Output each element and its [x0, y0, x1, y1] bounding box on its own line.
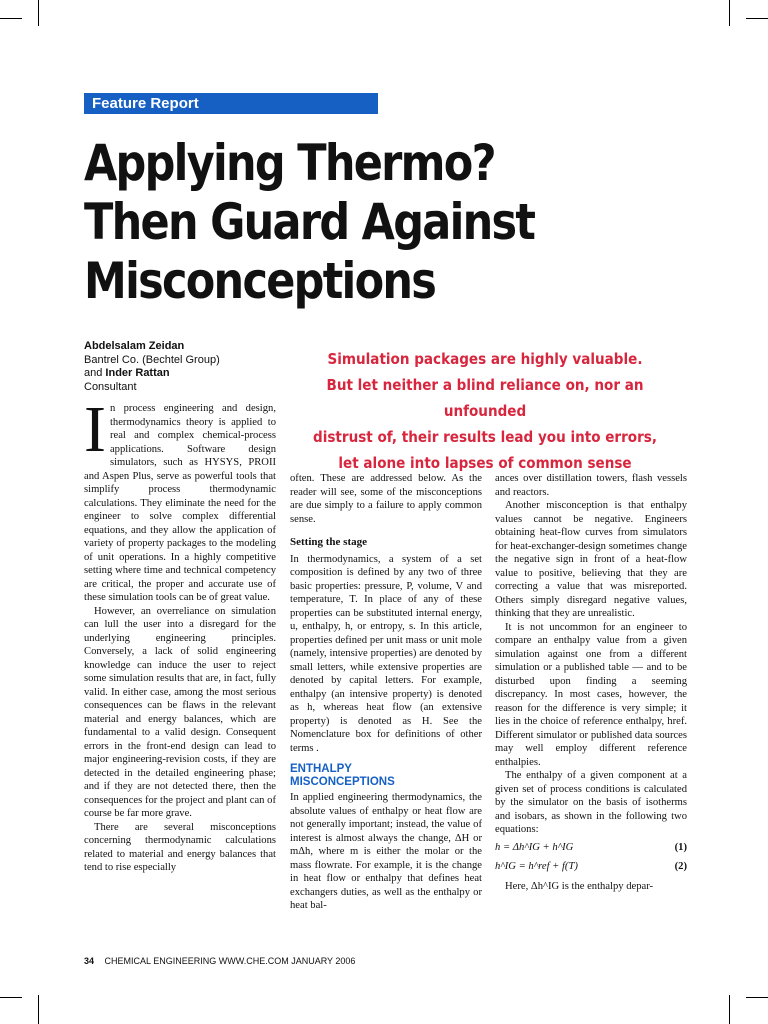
- equation-2: h^IG = h^ref + f(T) (2): [495, 861, 687, 872]
- paragraph: There are several misconceptions concerning thermodynamic calculations related to material and energy balances that tend to rise especially: [84, 821, 276, 873]
- author-name: Abdelsalam Zeidan: [84, 340, 185, 352]
- section-banner: Feature Report: [84, 93, 378, 114]
- deck-line: But let neither a blind reliance on, nor an unfounded: [326, 376, 644, 420]
- title-line: Then Guard Against: [84, 193, 535, 251]
- author-name: Inder Rattan: [105, 367, 170, 380]
- text-column-2: [290, 472, 482, 913]
- text-column-3: [495, 472, 687, 893]
- deck-line: let alone into lapses of common sense: [338, 454, 632, 472]
- equation-1: h = Δh^IG + h^IG (1): [495, 841, 687, 853]
- author-conjunction: and: [84, 367, 103, 380]
- author-affiliation: Consultant: [84, 380, 137, 393]
- paragraph: In process engineering and design, thermodynamics theory is applied to real and complex chemical-process applications. Software design simulators, such as HYSYS, PROII and Aspen Plus, serve as powerful tools that simplify process thermodynamic calculations. They eliminate the need for the engineer to solve complex differential equations, and they allow the application of variety of property packages to the modeling of unit operations. In a highly competitive setting where time and technical competency are critical, the proper and accurate use of these simulation tools can be of great value.: [84, 393, 276, 603]
- crop-mark: [746, 18, 768, 19]
- footer-text: CHEMICAL ENGINEERING WWW.CHE.COM JANUARY 2006: [104, 956, 356, 966]
- title-line: Misconceptions: [84, 252, 436, 310]
- crop-mark: [729, 0, 730, 26]
- crop-mark: [38, 0, 39, 26]
- author-affiliation: Bantrel Co. (Bechtel Group): [84, 353, 220, 366]
- page-footer: [84, 956, 355, 966]
- crop-mark: [729, 995, 730, 1024]
- article-title: [84, 134, 534, 311]
- paragraph: The enthalpy of a given component at a given set of process conditions is calculated by the simulator on the basis of isotherms and isobars, as shown in the following two equations:: [495, 770, 687, 835]
- author-block: [84, 340, 220, 394]
- section-heading: ENTHALPY MISCONCEPTIONS: [290, 763, 395, 788]
- crop-mark: [0, 18, 22, 19]
- paragraph: However, an overreliance on simulation can lull the user into a disregard for the underlying engineering principles. Conversely, a lack of solid engineering knowledge can induce the user to reject some simulation results that are, in fact, fully valid. In either case, among the most serious consequences can be flaws in the relevant material and energy balances, which are fundamental to a valid design. Consequent errors in the front-end design can lead to major engineering-revision costs, if they are detected in the detailed engineering phase; and if they are not detected there, then the consequences for the project and plant can of course be far more grave.: [84, 605, 276, 819]
- article-deck: [306, 346, 663, 476]
- crop-mark: [746, 997, 768, 998]
- deck-line: distrust of, their results lead you into errors,: [313, 428, 657, 446]
- page-number: 34: [84, 956, 95, 966]
- paragraph: In thermodynamics, a system of a set composition is defined by any two of three basic properties: pressure, P, volume, V and temperature, T. In place of any of these properties can be substituted internal energy, u, enthalpy, h, or entropy, s. In this article, properties defined per unit mass or unit mole (namely, intensive properties) are denoted by small letters, while extensive properties are denoted by capital letters. For example, enthalpy (an intensive property) is denoted as h, whereas heat flow (an extensive property) is denoted as H. See the Nomenclature box for definitions of other terms .: [290, 553, 482, 754]
- deck-line: Simulation packages are highly valuable.: [327, 350, 643, 368]
- crop-mark: [38, 995, 39, 1024]
- title-line: Applying Thermo?: [84, 134, 495, 192]
- paragraph: It is not uncommon for an engineer to compare an enthalpy value from a given simulation against one from a different simulation or a published table — and to be disturbed upon finding a seeming discrepancy. In most cases, however, the reason for the difference is very simple; it lies in the choice of reference enthalpy, href. Different simulator or published data sources may well employ different reference enthalpies.: [495, 621, 687, 768]
- text-column-1: [84, 393, 276, 875]
- paragraph: Another misconception is that enthalpy values cannot be negative. Engineers obtaining heat-flow curves from simulators for heat-exchanger-design sometimes change the negative sign in front of a heat-flow value to positive, believing that they are correcting a value that was misreported. Others simply disregard negative values, thinking that they are unrealistic.: [495, 500, 687, 619]
- paragraph: In applied engineering thermodynamics, the absolute values of enthalpy or heat flow are not generally important; instead, the value of interest is almost always the change, ΔH or mΔh, where m is either the molar or the mass flowrate. For example, it is the change in heat flow or enthalpy that defines heat exchangers duties, as well as the enthalpy or heat bal-: [290, 792, 482, 911]
- paragraph: Here, Δh^IG is the enthalpy depar-: [505, 880, 654, 892]
- paragraph: often. These are addressed below. As the reader will see, some of the misconceptions are due simply to a failure to apply common sense.: [290, 473, 482, 525]
- crop-mark: [0, 997, 22, 998]
- subheading: Setting the stage: [290, 536, 367, 548]
- drop-cap: I: [84, 393, 106, 466]
- paragraph: ances over distillation towers, flash vessels and reactors.: [495, 473, 687, 498]
